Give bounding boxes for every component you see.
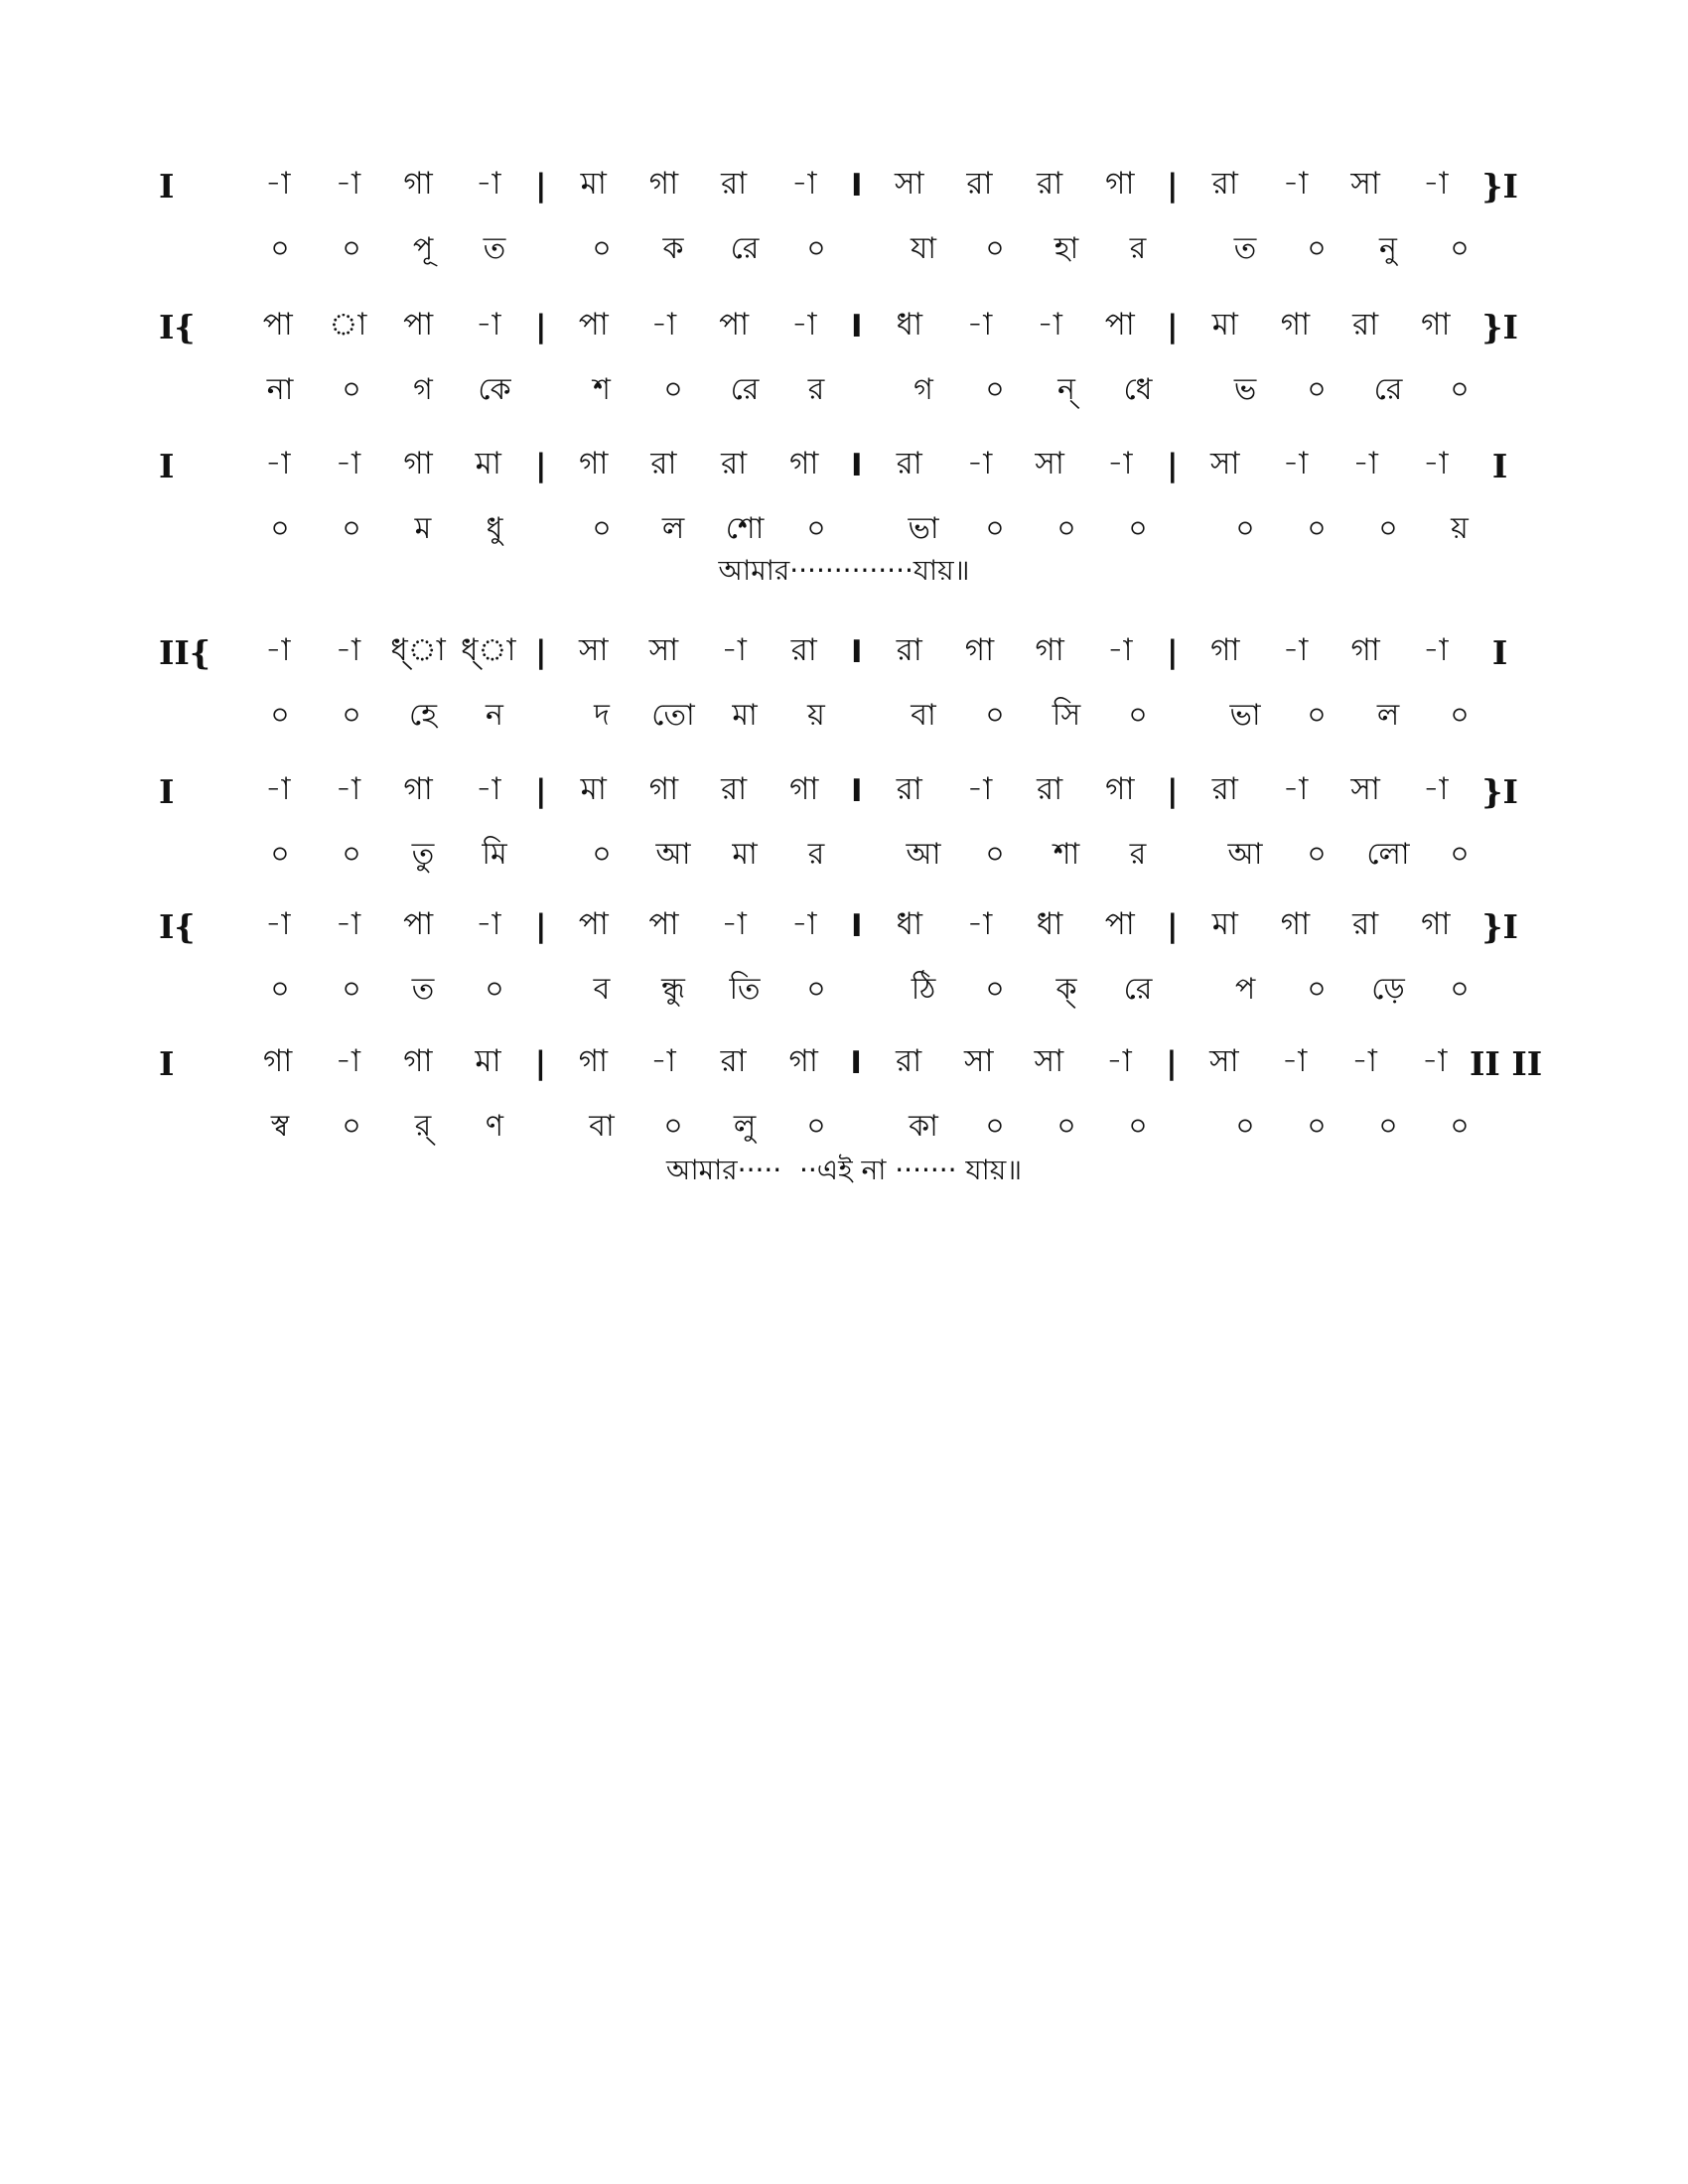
- note-cell: সা: [1209, 1043, 1239, 1079]
- note-cell: মা: [1211, 307, 1238, 342]
- note-cell: ধ্া: [461, 632, 516, 668]
- lyric-syllable: ০: [270, 836, 290, 872]
- note-cell: -া: [475, 166, 501, 202]
- lyric-syllable: নু: [1379, 230, 1397, 266]
- note-cell: -া: [1107, 446, 1133, 481]
- lyric-syllable: রে: [1373, 371, 1403, 407]
- measure-divider: |: [1167, 634, 1179, 670]
- lyric-syllable: হা: [1054, 230, 1079, 266]
- note-cell: গা: [403, 771, 433, 807]
- line-start-barline: I: [159, 771, 175, 811]
- note-cell: রা: [721, 446, 748, 481]
- note-cell: -া: [650, 307, 677, 342]
- note-cell: গা: [1421, 307, 1451, 342]
- measure-divider: I: [851, 634, 863, 670]
- lyric-syllable: রে: [730, 371, 760, 407]
- note-cell: গা: [964, 632, 995, 668]
- lyric-syllable: ০: [1307, 371, 1327, 407]
- lyric-syllable: প: [1234, 971, 1256, 1007]
- lyric-syllable: ০: [985, 371, 1005, 407]
- lyric-syllable: তু: [411, 836, 435, 872]
- line-end-barline: }I: [1481, 307, 1518, 346]
- note-cell: ধ্া: [390, 632, 446, 668]
- lyric-syllable: শ: [593, 371, 611, 407]
- note-cell: রা: [790, 632, 817, 668]
- lyric-syllable: ত: [1233, 230, 1257, 266]
- measure-divider: |: [535, 309, 547, 344]
- lyric-syllable: তি: [729, 971, 761, 1007]
- note-cell: -া: [966, 906, 993, 942]
- lyric-syllable: ত: [483, 230, 506, 266]
- line-start-barline: I: [159, 446, 175, 485]
- note-cell: -া: [335, 1043, 361, 1079]
- lyric-syllable: ০: [806, 971, 826, 1007]
- lyric-syllable: রে: [1123, 971, 1153, 1007]
- note-cell: -া: [791, 166, 817, 202]
- note-cell: -া: [1423, 632, 1449, 668]
- note-cell: পা: [648, 906, 679, 942]
- lyric-syllable: ভা: [1229, 697, 1261, 733]
- lyric-syllable: ণ: [485, 1108, 504, 1144]
- measure-divider: I: [851, 448, 863, 483]
- lyric-syllable: ০: [985, 697, 1005, 733]
- lyric-syllable: ০: [1235, 510, 1255, 546]
- lyric-syllable: ড়ে: [1371, 971, 1405, 1007]
- note-cell: সা: [895, 166, 924, 202]
- lyric-syllable: শা: [1053, 836, 1080, 872]
- note-cell: -া: [335, 771, 361, 807]
- lyric-syllable: লু: [733, 1108, 757, 1144]
- note-cell: গা: [789, 446, 819, 481]
- note-cell: -া: [791, 906, 817, 942]
- lyric-syllable: বা: [911, 697, 936, 733]
- lyric-syllable: ০: [1128, 510, 1148, 546]
- lyric-syllable: র: [807, 371, 825, 407]
- lyric-syllable: না: [266, 371, 294, 407]
- measure-divider: |: [535, 908, 547, 944]
- lyric-syllable: ন্: [1057, 371, 1075, 407]
- line-start-barline: I{: [159, 906, 196, 946]
- lyric-syllable: ০: [663, 1108, 683, 1144]
- lyric-syllable: ০: [1378, 1108, 1398, 1144]
- lyric-syllable: মি: [482, 836, 507, 872]
- note-cell: -া: [1423, 446, 1449, 481]
- lyric-syllable: ০: [985, 836, 1005, 872]
- lyric-syllable: হে: [409, 697, 437, 733]
- note-cell: ধা: [1036, 906, 1063, 942]
- note-cell: পা: [403, 906, 434, 942]
- lyric-syllable: ০: [1307, 697, 1327, 733]
- note-cell: রা: [1037, 771, 1063, 807]
- note-cell: া: [329, 307, 367, 342]
- lyric-syllable: ভ: [1233, 371, 1257, 407]
- note-cell: -া: [264, 632, 291, 668]
- note-cell: পা: [1104, 906, 1135, 942]
- lyric-syllable: আ: [655, 836, 691, 872]
- lyric-syllable: ০: [1128, 1108, 1148, 1144]
- line-end-barline: II II: [1469, 1043, 1543, 1083]
- measure-divider: |: [1166, 1045, 1178, 1081]
- lyric-syllable: র্: [414, 1108, 432, 1144]
- note-cell: মা: [580, 166, 607, 202]
- note-cell: পা: [262, 307, 293, 342]
- lyric-syllable: লো: [1366, 836, 1410, 872]
- note-cell: -া: [1106, 1043, 1132, 1079]
- lyric-syllable: ক্: [1055, 971, 1077, 1007]
- notation-line-1-lyrics: [159, 217, 1529, 281]
- lyric-syllable: ০: [1450, 697, 1470, 733]
- notation-line-4-lyrics: [159, 684, 1529, 748]
- note-cell: গা: [1105, 166, 1135, 202]
- note-cell: -া: [1282, 166, 1309, 202]
- lyric-syllable: সি: [1052, 697, 1081, 733]
- note-cell: রা: [721, 771, 748, 807]
- note-cell: -া: [264, 771, 291, 807]
- lyric-syllable: আ: [1227, 836, 1263, 872]
- note-cell: পা: [719, 307, 750, 342]
- measure-divider: |: [534, 1045, 547, 1081]
- line-end-barline: }I: [1481, 906, 1518, 946]
- note-cell: -া: [1351, 1043, 1377, 1079]
- lyric-syllable: য়: [1451, 510, 1469, 546]
- note-cell: গা: [648, 771, 679, 807]
- note-cell: -া: [475, 771, 501, 807]
- lyric-syllable: ০: [1450, 1108, 1470, 1144]
- lyric-syllable: ০: [806, 510, 826, 546]
- note-cell: -া: [1423, 166, 1449, 202]
- lyric-syllable: আ: [906, 836, 941, 872]
- note-cell: -া: [650, 1043, 676, 1079]
- lyric-syllable: ০: [342, 230, 361, 266]
- note-cell: গা: [1210, 632, 1240, 668]
- note-cell: রা: [1037, 166, 1063, 202]
- note-cell: রা: [1352, 307, 1379, 342]
- lyric-syllable: ০: [1128, 697, 1148, 733]
- lyric-syllable: ধে: [1123, 371, 1153, 407]
- lyric-syllable: বা: [589, 1108, 615, 1144]
- lyric-syllable: ত: [411, 971, 435, 1007]
- lyric-syllable: ০: [1307, 836, 1327, 872]
- lyric-syllable: ০: [1235, 1108, 1255, 1144]
- measure-divider: I: [851, 168, 863, 204]
- lyric-syllable: ০: [592, 510, 612, 546]
- note-cell: রা: [896, 1043, 922, 1079]
- notation-line-5-notes: [159, 759, 1529, 823]
- note-cell: সা: [963, 1043, 994, 1079]
- lyric-syllable: গ: [914, 371, 933, 407]
- lyric-syllable: মা: [732, 836, 758, 872]
- note-cell: সা: [1035, 446, 1064, 481]
- note-cell: পা: [578, 906, 609, 942]
- lyric-syllable: রে: [730, 230, 760, 266]
- lyric-syllable: ০: [663, 371, 683, 407]
- lyric-syllable: ধু: [486, 510, 503, 546]
- notation-line-6-lyrics: [159, 958, 1529, 1022]
- lyric-syllable: গ: [413, 371, 433, 407]
- note-cell: সা: [1034, 1043, 1064, 1079]
- lyric-syllable: ল: [661, 510, 685, 546]
- lyric-syllable: ০: [985, 510, 1005, 546]
- note-cell: -া: [966, 446, 993, 481]
- note-cell: -া: [1107, 632, 1133, 668]
- lyric-syllable: ০: [1450, 371, 1470, 407]
- measure-divider: I: [851, 908, 863, 944]
- note-cell: গা: [1035, 632, 1064, 668]
- measure-divider: |: [535, 168, 547, 204]
- lyric-syllable: ০: [985, 1108, 1005, 1144]
- note-cell: গা: [578, 1043, 609, 1079]
- note-cell: গা: [579, 446, 609, 481]
- note-cell: গা: [403, 446, 433, 481]
- note-cell: -া: [1423, 771, 1449, 807]
- note-cell: মা: [580, 771, 607, 807]
- note-cell: -া: [1352, 446, 1378, 481]
- note-cell: -া: [335, 906, 361, 942]
- measure-divider: |: [1167, 448, 1179, 483]
- note-cell: -া: [264, 906, 291, 942]
- note-cell: -া: [966, 307, 993, 342]
- note-cell: পা: [1104, 307, 1135, 342]
- note-cell: রা: [966, 166, 993, 202]
- note-cell: গা: [403, 166, 433, 202]
- line-end-barline: I: [1491, 632, 1508, 672]
- note-cell: সা: [648, 632, 679, 668]
- lyric-syllable: ০: [342, 971, 361, 1007]
- lyric-syllable: ০: [342, 371, 361, 407]
- lyric-syllable: দ: [594, 697, 610, 733]
- line-end-barline: }I: [1481, 166, 1518, 205]
- notation-line-6-notes: [159, 894, 1529, 958]
- note-cell: পা: [403, 307, 434, 342]
- lyric-syllable: ০: [806, 1108, 826, 1144]
- lyric-syllable: ০: [485, 971, 504, 1007]
- refrain-text-1: আমার··············যায়॥: [718, 554, 970, 587]
- measure-divider: |: [535, 773, 547, 809]
- line-start-barline: I: [159, 166, 175, 205]
- lyric-syllable: ০: [1056, 1108, 1076, 1144]
- note-cell: সা: [1350, 166, 1380, 202]
- note-cell: মা: [475, 1043, 501, 1079]
- lyric-syllable: ০: [342, 1108, 361, 1144]
- line-start-barline: I{: [159, 307, 196, 346]
- lyric-syllable: ক: [662, 230, 684, 266]
- note-cell: রা: [896, 632, 922, 668]
- note-cell: গা: [1280, 307, 1311, 342]
- note-cell: রা: [1211, 771, 1238, 807]
- lyric-syllable: ০: [1450, 230, 1470, 266]
- lyric-syllable: ০: [985, 230, 1005, 266]
- note-cell: -া: [1037, 307, 1062, 342]
- note-cell: গা: [1105, 771, 1135, 807]
- note-cell: পা: [578, 307, 609, 342]
- lyric-syllable: র: [1129, 836, 1147, 872]
- lyric-syllable: ০: [342, 510, 361, 546]
- notation-line-1-notes: [159, 154, 1529, 217]
- line-end-barline: I: [1491, 446, 1508, 485]
- note-cell: গা: [1350, 632, 1380, 668]
- lyric-syllable: স্ব: [270, 1108, 290, 1144]
- note-cell: -া: [966, 771, 993, 807]
- note-cell: -া: [1281, 1043, 1308, 1079]
- note-cell: -া: [475, 307, 501, 342]
- measure-divider: I: [851, 773, 863, 809]
- notation-line-2-lyrics: [159, 358, 1529, 422]
- note-cell: মা: [1211, 906, 1238, 942]
- note-cell: -া: [475, 906, 501, 942]
- note-cell: গা: [789, 771, 819, 807]
- note-cell: রা: [896, 446, 922, 481]
- note-cell: রা: [1211, 166, 1238, 202]
- note-cell: রা: [896, 771, 922, 807]
- lyric-syllable: র: [807, 836, 825, 872]
- note-cell: ধা: [896, 307, 922, 342]
- note-cell: গা: [1421, 906, 1451, 942]
- lyric-syllable: ০: [342, 836, 361, 872]
- lyric-syllable: ০: [985, 971, 1005, 1007]
- note-cell: গা: [262, 1043, 293, 1079]
- lyric-syllable: র: [1129, 230, 1147, 266]
- notation-line-2-notes: [159, 295, 1529, 358]
- lyric-syllable: মা: [732, 697, 758, 733]
- note-cell: সা: [579, 632, 609, 668]
- measure-divider: I: [851, 309, 863, 344]
- lyric-syllable: ০: [592, 836, 612, 872]
- note-cell: গা: [788, 1043, 818, 1079]
- note-cell: সা: [1350, 771, 1380, 807]
- note-cell: -া: [264, 166, 291, 202]
- lyric-syllable: ম: [414, 510, 432, 546]
- line-end-barline: }I: [1481, 771, 1518, 811]
- lyric-syllable: তো: [651, 697, 695, 733]
- note-cell: রা: [721, 166, 748, 202]
- note-cell: মা: [475, 446, 501, 481]
- lyric-syllable: ০: [1307, 510, 1327, 546]
- note-cell: -া: [1282, 771, 1309, 807]
- lyric-syllable: ন্ধু: [661, 971, 685, 1007]
- notation-line-4-notes: [159, 620, 1529, 684]
- note-cell: -া: [721, 632, 747, 668]
- measure-divider: |: [1167, 168, 1179, 204]
- note-cell: সা: [1210, 446, 1240, 481]
- lyric-syllable: ০: [592, 230, 612, 266]
- note-cell: -া: [335, 446, 361, 481]
- note-cell: -া: [335, 632, 361, 668]
- lyric-syllable: ন: [486, 697, 503, 733]
- lyric-syllable: ০: [342, 697, 361, 733]
- note-cell: -া: [791, 307, 817, 342]
- note-cell: গা: [648, 166, 679, 202]
- measure-divider: |: [1167, 908, 1179, 944]
- measure-divider: |: [1167, 773, 1179, 809]
- note-cell: ধা: [896, 906, 922, 942]
- note-cell: -া: [264, 446, 291, 481]
- note-cell: রা: [720, 1043, 747, 1079]
- note-cell: -া: [1282, 446, 1309, 481]
- lyric-syllable: পূ: [412, 230, 434, 266]
- note-cell: গা: [1280, 906, 1311, 942]
- lyric-syllable: ০: [1450, 971, 1470, 1007]
- lyric-syllable: ০: [270, 697, 290, 733]
- lyric-syllable: শো: [725, 510, 765, 546]
- lyric-syllable: ব: [593, 971, 611, 1007]
- line-start-barline: I: [159, 1043, 175, 1083]
- note-cell: -া: [1421, 1043, 1448, 1079]
- lyric-syllable: ০: [1450, 836, 1470, 872]
- measure-divider: |: [535, 448, 547, 483]
- lyric-syllable: ০: [1056, 510, 1076, 546]
- refrain-text-2: আমার····· ··এই না ······· যায়॥: [665, 1154, 1023, 1186]
- lyric-syllable: ভা: [908, 510, 939, 546]
- lyric-syllable: যা: [911, 230, 936, 266]
- note-cell: রা: [650, 446, 677, 481]
- note-cell: -া: [335, 166, 361, 202]
- note-cell: -া: [1282, 632, 1309, 668]
- notation-line-5-lyrics: [159, 823, 1529, 887]
- notation-line-3-notes: [159, 434, 1529, 497]
- lyric-syllable: য়: [807, 697, 825, 733]
- lyric-syllable: ০: [1307, 230, 1327, 266]
- lyric-syllable: ০: [1378, 510, 1398, 546]
- lyric-syllable: ল: [1376, 697, 1400, 733]
- lyric-syllable: ০: [270, 230, 290, 266]
- measure-divider: |: [1167, 309, 1179, 344]
- lyric-syllable: ০: [270, 510, 290, 546]
- lyric-syllable: ০: [1307, 971, 1327, 1007]
- note-cell: গা: [403, 1043, 433, 1079]
- lyric-syllable: ঠি: [911, 971, 936, 1007]
- lyric-syllable: ০: [806, 230, 826, 266]
- lyric-syllable: ০: [270, 971, 290, 1007]
- line-start-barline: II{: [159, 632, 211, 672]
- lyric-syllable: কা: [909, 1108, 938, 1144]
- note-cell: -া: [721, 906, 747, 942]
- note-cell: রা: [1352, 906, 1379, 942]
- lyric-syllable: কে: [478, 371, 511, 407]
- measure-divider: I: [850, 1045, 862, 1081]
- measure-divider: |: [535, 634, 547, 670]
- notation-line-7-notes: [159, 1031, 1543, 1095]
- lyric-syllable: ০: [1307, 1108, 1327, 1144]
